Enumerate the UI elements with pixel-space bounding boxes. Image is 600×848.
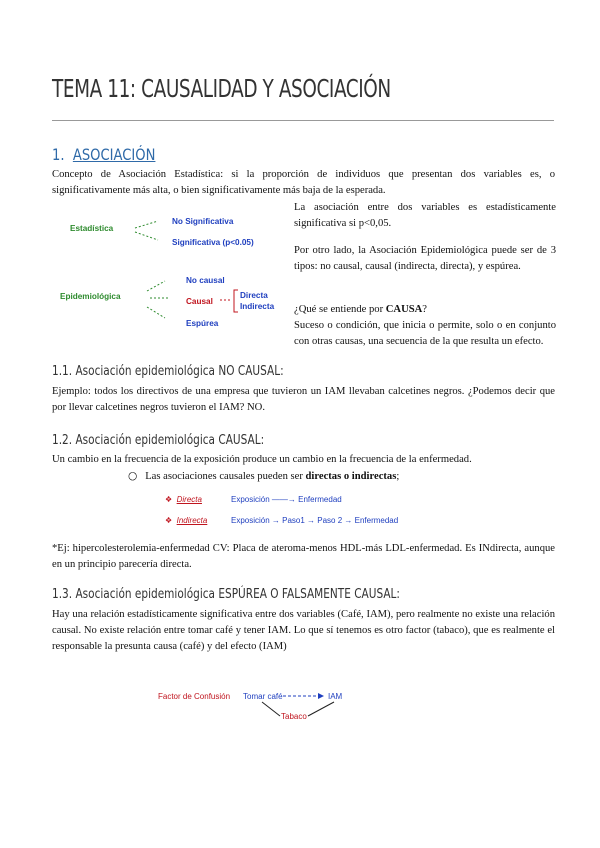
coffee-label: Tomar café [243, 692, 283, 701]
section-1-3-heading: 1.3. Asociación epidemiológica ESPÚREA O FALSAMENTE CAUSAL: [52, 586, 400, 602]
diagram-estadistica: Estadística [70, 224, 114, 233]
epidemiological-types-note: Por otro lado, la Asociación Epidemiológica puede ser de 3 tipos: no causal, causal (indirecta, directa), y espúrea. [294, 245, 556, 272]
diagram-no-significativa: No Significativa [172, 217, 234, 226]
diagram-connectors [0, 0, 600, 340]
section-1-number: 1. [52, 145, 65, 164]
section-1-1-heading: 1.1. Asociación epidemiológica NO CAUSAL: [52, 363, 284, 379]
cause-term: CAUSA [385, 304, 423, 315]
causal-types-bullet: ○ Las asociaciones causales pueden ser directas o indirectas; [128, 470, 400, 482]
indirecta-flow: Exposición → Paso1 → Paso 2 → Enfermedad [231, 516, 399, 525]
cause-definition: Suceso o condición, que inicia o permite, solo o en conjunto con otras causas, una secuencia de la que resulta un efecto. [294, 320, 556, 347]
section-1-1-text: Ejemplo: todos los directivos de una empresa que tuvieron un IAM llevaban calcetines negros. ¿Podemos decir que por llevar calcetines negros tuvieron el IAM? NO. [52, 386, 555, 413]
section-1-intro: Concepto de Asociación Estadística: si la proporción de individuos que presentan dos variables es, o significativamente más alta, o bien significativamente más baja de la esperada. [52, 169, 555, 196]
directa-flow: Exposición ——→ Enfermedad [231, 495, 342, 504]
diagram-epidemiologica: Epidemiológica [60, 292, 121, 301]
causal-example: *Ej: hipercolesterolemia-enfermedad CV: Placa de ateroma-menos HDL-más LDL-enfermedad. Es INdirecta, aunque en un principio parecería directa. [52, 543, 555, 570]
section-1-3-text: Hay una relación estadísticamente significativa entre dos variables (Café, IAM), pero realmente no existe una relación causal. No existe relación entre tomar café y tener IAM. Lo que sí tenemos es otro factor (tabaco), que es realmente el responsable la presunta causa (café) y del efecto (IAM) [52, 609, 555, 652]
iam-label: IAM [328, 692, 343, 701]
significance-note: La asociación entre dos variables es estadísticamente significativa si p<0,05. [294, 202, 556, 229]
indirecta-row [165, 516, 207, 525]
diagram-causal: Causal [186, 297, 213, 306]
diagram-espurea: Espúrea [186, 319, 219, 328]
cause-question: ¿Qué se entiende por CAUSA? [294, 304, 427, 315]
directa-row [165, 495, 202, 504]
diagram-significativa: Significativa (p<0.05) [172, 238, 254, 247]
bullet-icon: ○ [128, 470, 138, 482]
diagram-indirecta: Indirecta [240, 302, 275, 311]
page-title: TEMA 11: CAUSALIDAD Y ASOCIACIÓN [52, 74, 391, 103]
tobacco-label: Tabaco [281, 712, 307, 721]
section-1-2-heading: 1.2. Asociación epidemiológica CAUSAL: [52, 432, 265, 448]
section-1-title: ASOCIACIÓN [72, 145, 156, 164]
confounding-factor-label: Factor de Confusión [158, 692, 231, 701]
diamond-bullet-icon: ❖ [165, 495, 173, 504]
confounding-connectors [0, 680, 600, 730]
directa-label: Directa [176, 495, 202, 504]
diamond-bullet-icon: ❖ [165, 516, 173, 525]
indirecta-label: Indirecta [176, 516, 208, 525]
diagram-directa: Directa [240, 291, 268, 300]
diagram-no-causal: No causal [186, 276, 225, 285]
section-1-2-text: Un cambio en la frecuencia de la exposición produce un cambio en la frecuencia de la enfermedad. [52, 454, 472, 465]
